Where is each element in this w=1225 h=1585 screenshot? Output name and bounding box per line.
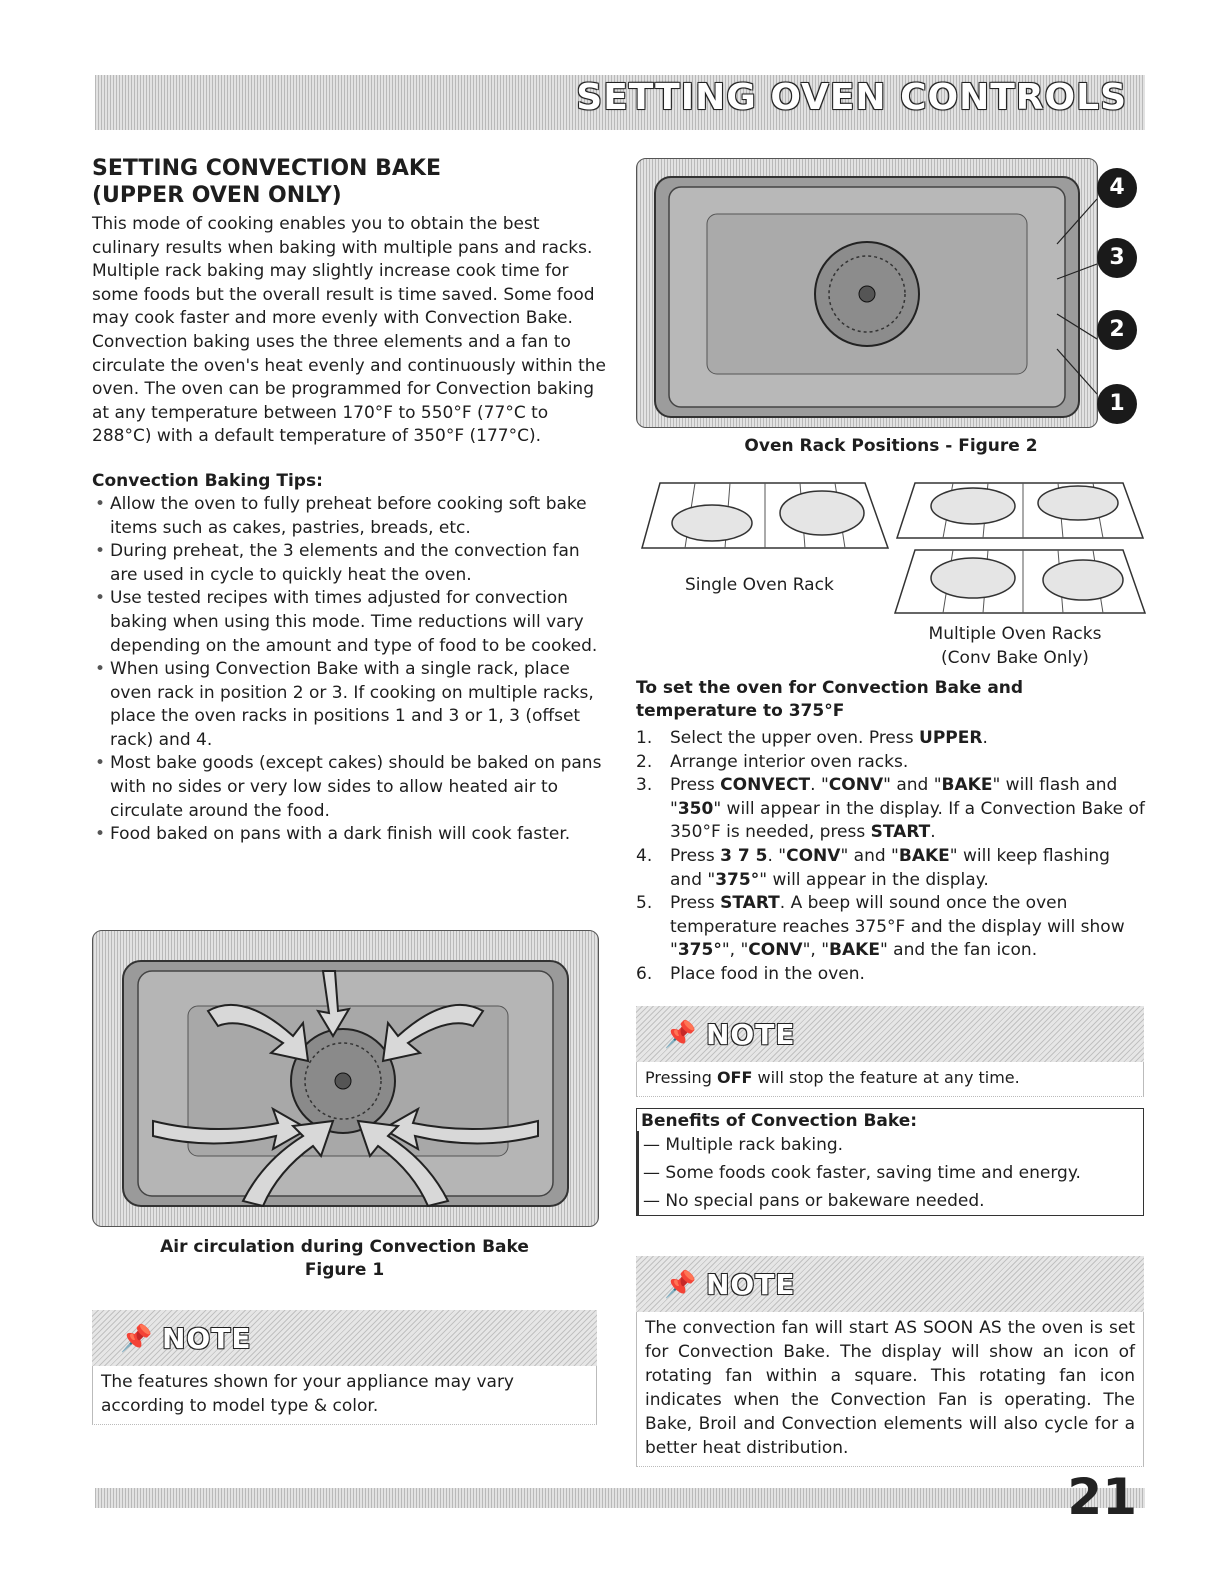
note-text: The features shown for your appliance may vary according to model type & color. (92, 1366, 597, 1425)
step-text: . (930, 822, 936, 843)
multiple-racks-illustration (893, 478, 1148, 618)
step-text: Select the upper oven. Press (670, 728, 920, 748)
section-heading (92, 155, 607, 209)
benefits-box (636, 1108, 1144, 1216)
benefits-title: Benefits of Convection Bake: (641, 1111, 918, 1131)
benefit-item: — Some foods cook faster, saving time and energy. (636, 1159, 1143, 1187)
multiple-racks-label (880, 622, 1150, 670)
step-text: . " (767, 845, 787, 866)
step-text: . A beep will sound once the oven temperature reaches 375°F and the display will show " (670, 893, 1125, 961)
rack-position-1: 1 (1097, 384, 1137, 424)
display-conv: CONV (828, 775, 884, 796)
display-conv: CONV (748, 940, 803, 961)
note-title: NOTE (706, 1018, 796, 1051)
step-4 (636, 845, 1146, 892)
oven-airflow-illustration (93, 931, 598, 1226)
single-rack-illustration (640, 478, 890, 553)
rack-position-2: 2 (1097, 310, 1137, 350)
key-start: START (870, 822, 931, 843)
instruction-steps (636, 727, 1146, 987)
note-off (636, 1006, 1144, 1097)
benefit-item: — No special pans or bakeware needed. (636, 1187, 1143, 1215)
pushpin-icon: 📌 (664, 1020, 697, 1050)
instructions-title-line2: temperature to 375°F (636, 701, 845, 721)
step-text: " will appear in the display. If a Convection Bake of 350°F is needed, press (670, 798, 1145, 843)
figure1-caption-line1: Air circulation during Convection Bake (160, 1237, 529, 1257)
figure1-caption (92, 1236, 597, 1282)
step-text: " and " (840, 845, 899, 866)
display-375: 375° (715, 869, 760, 890)
key-convect: CONVECT (720, 775, 811, 796)
display-350: 350 (677, 798, 714, 819)
step-3 (636, 774, 1146, 845)
section-heading-line1: SETTING CONVECTION BAKE (92, 156, 442, 181)
tips-list (92, 493, 607, 847)
step-text: " will appear in the display. (759, 869, 989, 890)
tip-item: • Most bake goods (except cakes) should be baked on pans with no sides or very low sides to allow heated air to circulate around the food. (92, 752, 607, 823)
step-text: ", " (802, 940, 830, 961)
display-bake: BAKE (941, 775, 993, 796)
step-1 (636, 727, 1146, 751)
key-off: OFF (716, 1068, 753, 1087)
key-start: START (720, 893, 780, 914)
note-text: The convection fan will start AS SOON AS the oven is set for Convection Bake. The display will show an icon of rotating fan within a square. This rotating fan icon indicates when the Convection Fan is operating. The Bake, Broil and Convection elements will also cycle for a better heat distribution. (636, 1312, 1144, 1467)
figure-air-circulation (92, 930, 599, 1227)
instructions-title (636, 677, 1146, 723)
key-upper: UPPER (919, 728, 983, 748)
step-2 (636, 751, 1146, 775)
step-text: Press (670, 775, 721, 796)
note-title: NOTE (162, 1322, 252, 1355)
step-number: 4. (636, 845, 653, 866)
step-text: " will flash and " (670, 775, 1118, 819)
multiple-racks-label-line1: Multiple Oven Racks (928, 624, 1102, 644)
single-rack-label: Single Oven Rack (685, 575, 834, 595)
page-title: SETTING OVEN CONTROLS (576, 77, 1127, 118)
step-text: . (982, 728, 988, 748)
note-header (636, 1256, 1144, 1312)
tip-item: • Food baked on pans with a dark finish will cook faster. (92, 823, 607, 847)
rack-position-3: 3 (1097, 238, 1137, 278)
step-text: " will keep flashing and " (670, 845, 1110, 890)
step-text: Arrange interior oven racks. (670, 751, 909, 772)
step-number: 1. (636, 728, 653, 748)
header-band (95, 75, 1145, 130)
display-bake: BAKE (829, 940, 880, 961)
note-text-part: Pressing (645, 1068, 717, 1087)
step-number: 5. (636, 893, 653, 914)
tip-item: • During preheat, the 3 elements and the convection fan are used in cycle to quickly heat the oven. (92, 540, 607, 587)
step-text: " and " (883, 775, 942, 796)
note-text (636, 1062, 1144, 1097)
note-header (92, 1310, 597, 1366)
step-number: 2. (636, 751, 653, 772)
benefits-list (637, 1131, 1143, 1215)
display-conv: CONV (786, 845, 841, 866)
note-header (636, 1006, 1144, 1062)
figure1-caption-line2: Figure 1 (304, 1260, 385, 1280)
intro-paragraph: This mode of cooking enables you to obtain the best culinary results when baking with multiple pans and racks. Multiple rack baking may slightly increase cook time for some foods but the overall result is time saved. Some food may cook faster and more evenly with Convection Bake. Convection baking uses the three elements and a fan to circulate the oven's heat evenly and continuously within the oven. The oven can be programmed for Convection baking at any temperature between 170°F to 550°F (77°C to 288°C) with a default temperature of 350°F (177°C). (92, 214, 607, 447)
tips-title: Convection Baking Tips: (92, 470, 323, 491)
oven-rack-positions-illustration (637, 159, 1097, 427)
figure-rack-positions (636, 158, 1098, 428)
note-fan (636, 1256, 1144, 1467)
page-number: 21 (1067, 1468, 1137, 1526)
step-text: Place food in the oven. (670, 963, 865, 984)
display-375: 375° (677, 940, 722, 961)
figure2-caption: Oven Rack Positions - Figure 2 (744, 436, 1038, 456)
step-number: 6. (636, 963, 653, 984)
tip-item: • Allow the oven to fully preheat before cooking soft bake items such as cakes, pastries, breads, etc. (92, 493, 607, 540)
instructions-section (636, 677, 1146, 987)
pushpin-icon: 📌 (664, 1270, 697, 1300)
left-column (92, 155, 607, 847)
note-features (92, 1310, 597, 1425)
section-heading-line2: (UPPER OVEN ONLY) (92, 183, 342, 208)
step-number: 3. (636, 775, 653, 796)
step-text: Press (670, 893, 721, 914)
note-title: NOTE (706, 1268, 796, 1301)
step-text: . " (810, 775, 829, 796)
step-text: " and the fan icon. (879, 940, 1038, 961)
tip-item: • When using Convection Bake with a single rack, place oven rack in position 2 or 3. If cooking on multiple racks, place the oven racks in positions 1 and 3 or 1, 3 (offset rack) and 4. (92, 658, 607, 752)
step-text: Press (670, 845, 721, 866)
step-5 (636, 892, 1146, 963)
footer-band (95, 1488, 1145, 1508)
benefit-item: — Multiple rack baking. (636, 1131, 1143, 1159)
step-6 (636, 963, 1146, 987)
multiple-racks-label-line2: (Conv Bake Only) (941, 648, 1089, 668)
note-text-part: will stop the feature at any time. (752, 1068, 1020, 1087)
key-375: 3 7 5 (720, 845, 768, 866)
display-bake: BAKE (898, 845, 950, 866)
rack-position-4: 4 (1097, 168, 1137, 208)
tip-item: • Use tested recipes with times adjusted for convection baking when using this mode. Time reductions will vary depending on the amount and type of food to be cooked. (92, 587, 607, 658)
step-text: ", " (721, 940, 749, 961)
pushpin-icon: 📌 (120, 1324, 153, 1354)
instructions-title-line1: To set the oven for Convection Bake and (636, 678, 1024, 698)
